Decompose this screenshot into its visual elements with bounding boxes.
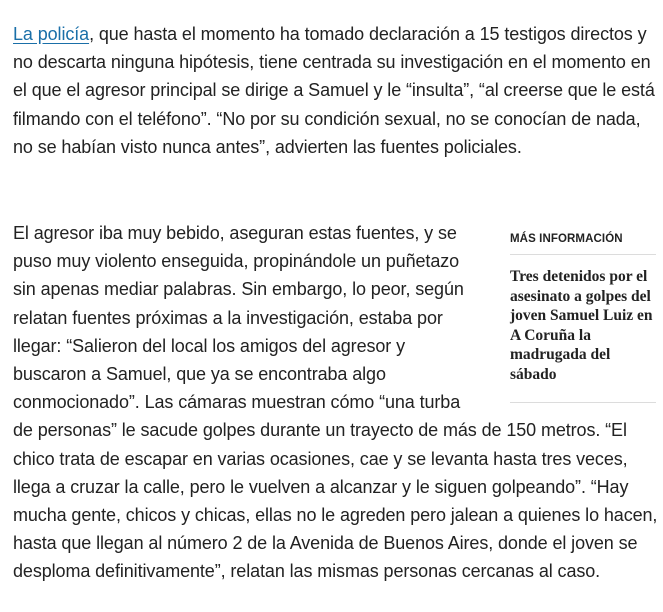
more-info-label: MÁS INFORMACIÓN — [510, 233, 656, 255]
police-link[interactable]: La policía — [13, 24, 90, 44]
more-info-box — [510, 226, 656, 403]
paragraph-2-text: El agresor iba muy bebido, aseguran estas fuentes, y se puso muy violento enseguida, propinándole un puñetazo sin apenas mediar palabras. Sin embargo, lo peor, según relatan fuentes próximas a la investigación, estaba por llegar: “Salieron del local los amigos del agresor y buscaron a Samuel, que ya se encontraba algo conmocionado”. Las cámaras muestran cómo “una turba de personas” le sacude golpes durante un trayecto de más de 150 metros. “El chico trata de escapar en varias ocasiones, cae y se levanta hasta tres veces, llega a cruzar la calle, pero le vuelven a alcanzar y le siguen golpeando”. “Hay mucha gente, chicos y chicas, ellas no le agreden pero jalean a quienes lo hacen, hasta que llegan al número 2 de la Avenida de Buenos Aires, donde el joven se desploma definitivamente”, relatan las mismas personas cercanas al caso. — [13, 223, 658, 582]
paragraph-1-text: , que hasta el momento ha tomado declaración a 15 testigos directos y no descarta ninguna hipótesis, tiene centrada su investigación en el momento en el que el agresor principal se dirige a Samuel y le “insulta”, “al creerse que le está filmando con el teléfono”. “No por su condición sexual, no se conocían de nada, no se habían visto nunca antes”, advierten las fuentes policiales. — [13, 24, 655, 157]
related-article-link[interactable]: Tres detenidos por el asesinato a golpes del joven Samuel Luiz en A Coruña la madrugada del sábado — [510, 268, 653, 383]
article-paragraph-1 — [13, 20, 658, 161]
